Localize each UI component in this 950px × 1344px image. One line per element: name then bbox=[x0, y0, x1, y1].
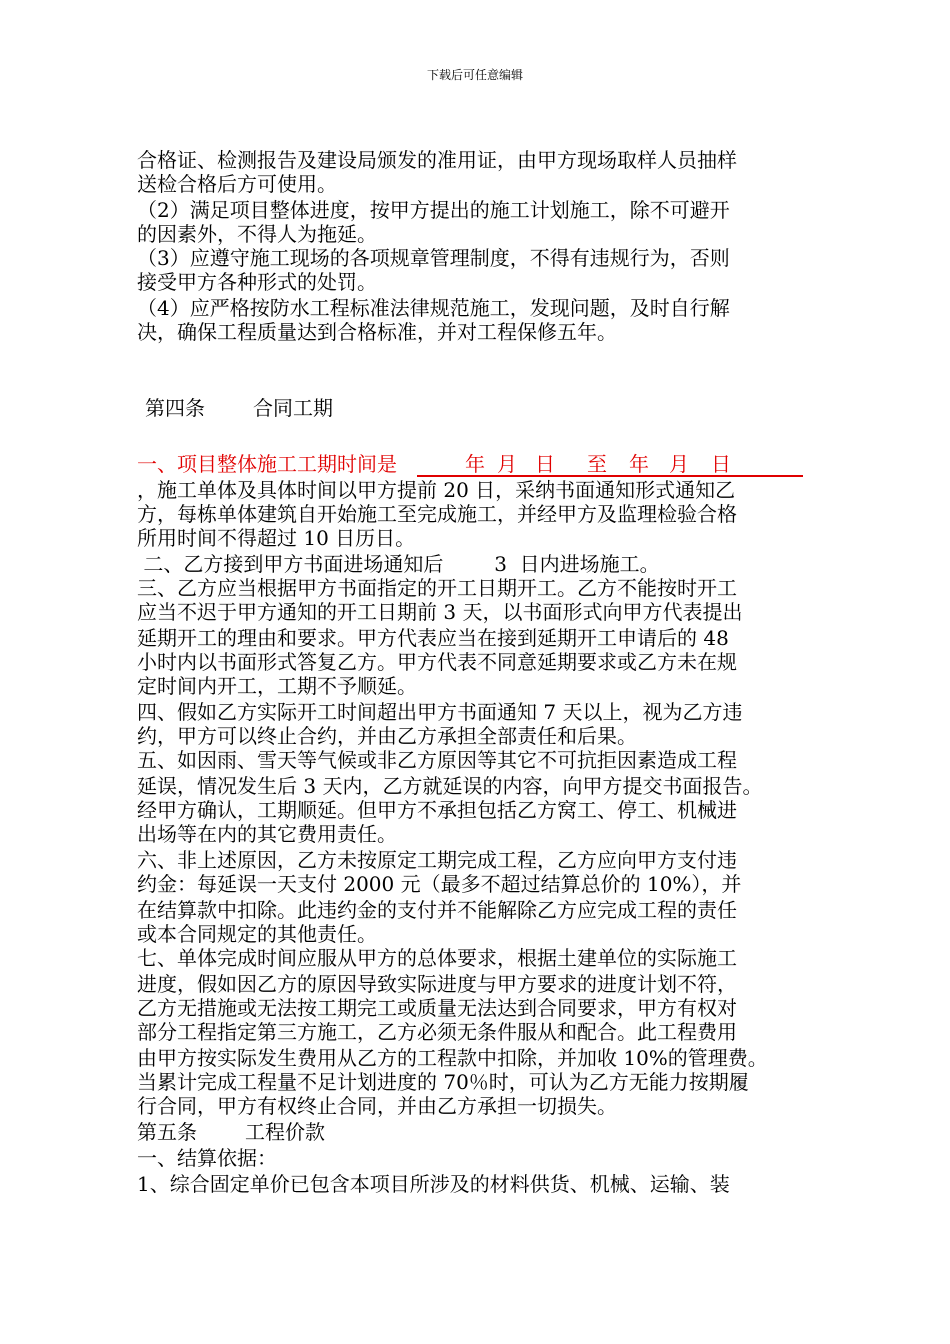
page-header: 下载后可任意编辑 bbox=[426, 68, 523, 82]
period-label: 一、项目整体施工工期时间是 bbox=[137, 452, 397, 476]
text-line: 由甲方按实际发生费用从乙方的工程款中扣除，并加收 10%的管理费。 bbox=[137, 1046, 768, 1070]
text-line: 四、假如乙方实际开工时间超出甲方书面通知 7 天以上，视为乙方违 bbox=[137, 700, 743, 724]
text-line: 所用时间不得超过 10 日历日。 bbox=[137, 526, 416, 550]
text-line: 决，确保工程质量达到合格标准，并对工程保修五年。 bbox=[137, 320, 617, 344]
text-line: 约金：每延误一天支付 2000 元（最多不超过结算总价的 10%），并 bbox=[137, 872, 742, 896]
text-line: 当累计完成工程量不足计划进度的 70％时，可认为乙方无能力按期履 bbox=[137, 1070, 749, 1094]
text-line: 在结算款中扣除。此违约金的支付并不能解除乙方应完成工程的责任 bbox=[137, 898, 737, 922]
text-line: 六、非上述原因，乙方未按原定工期完成工程，乙方应向甲方支付违 bbox=[137, 848, 737, 872]
text-line: 进度，假如因乙方的原因导致实际进度与甲方要求的进度计划不符， bbox=[137, 972, 737, 996]
text-line: 接受甲方各种形式的处罚。 bbox=[137, 270, 377, 294]
text-line: 约，甲方可以终止合约，并由乙方承担全部责任和后果。 bbox=[137, 724, 637, 748]
text-line: 方，每栋单体建筑自开始施工至完成施工，并经甲方及监理检验合格 bbox=[137, 502, 737, 526]
text-line: （4）应严格按防水工程标准法律规范施工，发现问题，及时自行解 bbox=[137, 296, 730, 320]
text-line: 出场等在内的其它费用责任。 bbox=[137, 822, 397, 846]
text-line: 或本合同规定的其他责任。 bbox=[137, 922, 377, 946]
text-line: 一、结算依据： bbox=[137, 1146, 277, 1170]
article-heading bbox=[137, 1120, 325, 1144]
text-line: ，施工单体及具体时间以甲方提前 20 日，采纳书面通知形式通知乙 bbox=[137, 478, 736, 502]
text-line: 1、综合固定单价已包含本项目所涉及的材料供货、机械、运输、装 bbox=[137, 1172, 730, 1196]
date-range-field: 年 月 日 至 年 月 日 bbox=[417, 452, 803, 476]
text-line: （2）满足项目整体进度，按甲方提出的施工计划施工，除不可避开 bbox=[137, 198, 730, 222]
period-line bbox=[137, 452, 803, 476]
text-line: 行合同，甲方有权终止合同，并由乙方承担一切损失。 bbox=[137, 1094, 617, 1118]
article-title: 工程价款 bbox=[245, 1120, 325, 1144]
text-line: 的因素外，不得人为拖延。 bbox=[137, 222, 377, 246]
text-line: 送检合格后方可使用。 bbox=[137, 172, 337, 196]
text-line: 五、如因雨、雪天等气候或非乙方原因等其它不可抗拒因素造成工程 bbox=[137, 748, 737, 772]
text-line: 三、乙方应当根据甲方书面指定的开工日期开工。乙方不能按时开工 bbox=[137, 576, 737, 600]
text-line: 七、单体完成时间应服从甲方的总体要求，根据土建单位的实际施工 bbox=[137, 946, 737, 970]
text-line: 延误，情况发生后 3 天内，乙方就延误的内容，向甲方提交书面报告。 bbox=[137, 774, 763, 798]
article-heading bbox=[145, 396, 333, 420]
article-title: 合同工期 bbox=[253, 396, 333, 420]
text-line: 合格证、检测报告及建设局颁发的准用证，由甲方现场取样人员抽样 bbox=[137, 148, 737, 172]
article-number: 第四条 bbox=[145, 396, 205, 420]
text-line: （3）应遵守施工现场的各项规章管理制度，不得有违规行为，否则 bbox=[137, 246, 730, 270]
text-line: 经甲方确认，工期顺延。但甲方不承担包括乙方窝工、停工、机械进 bbox=[137, 798, 737, 822]
article-number: 第五条 bbox=[137, 1120, 197, 1144]
text-line: 二、乙方接到甲方书面进场通知后 3 日内进场施工。 bbox=[137, 552, 660, 576]
text-line: 应当不迟于甲方通知的开工日期前 3 天，以书面形式向甲方代表提出 bbox=[137, 600, 743, 624]
text-line: 延期开工的理由和要求。甲方代表应当在接到延期开工申请后的 48 bbox=[137, 626, 729, 650]
text-line: 定时间内开工，工期不予顺延。 bbox=[137, 674, 417, 698]
text-line: 小时内以书面形式答复乙方。甲方代表不同意延期要求或乙方未在规 bbox=[137, 650, 737, 674]
text-line: 乙方无措施或无法按工期完工或质量无法达到合同要求，甲方有权对 bbox=[137, 996, 737, 1020]
text-line: 部分工程指定第三方施工，乙方必须无条件服从和配合。此工程费用 bbox=[137, 1020, 737, 1044]
